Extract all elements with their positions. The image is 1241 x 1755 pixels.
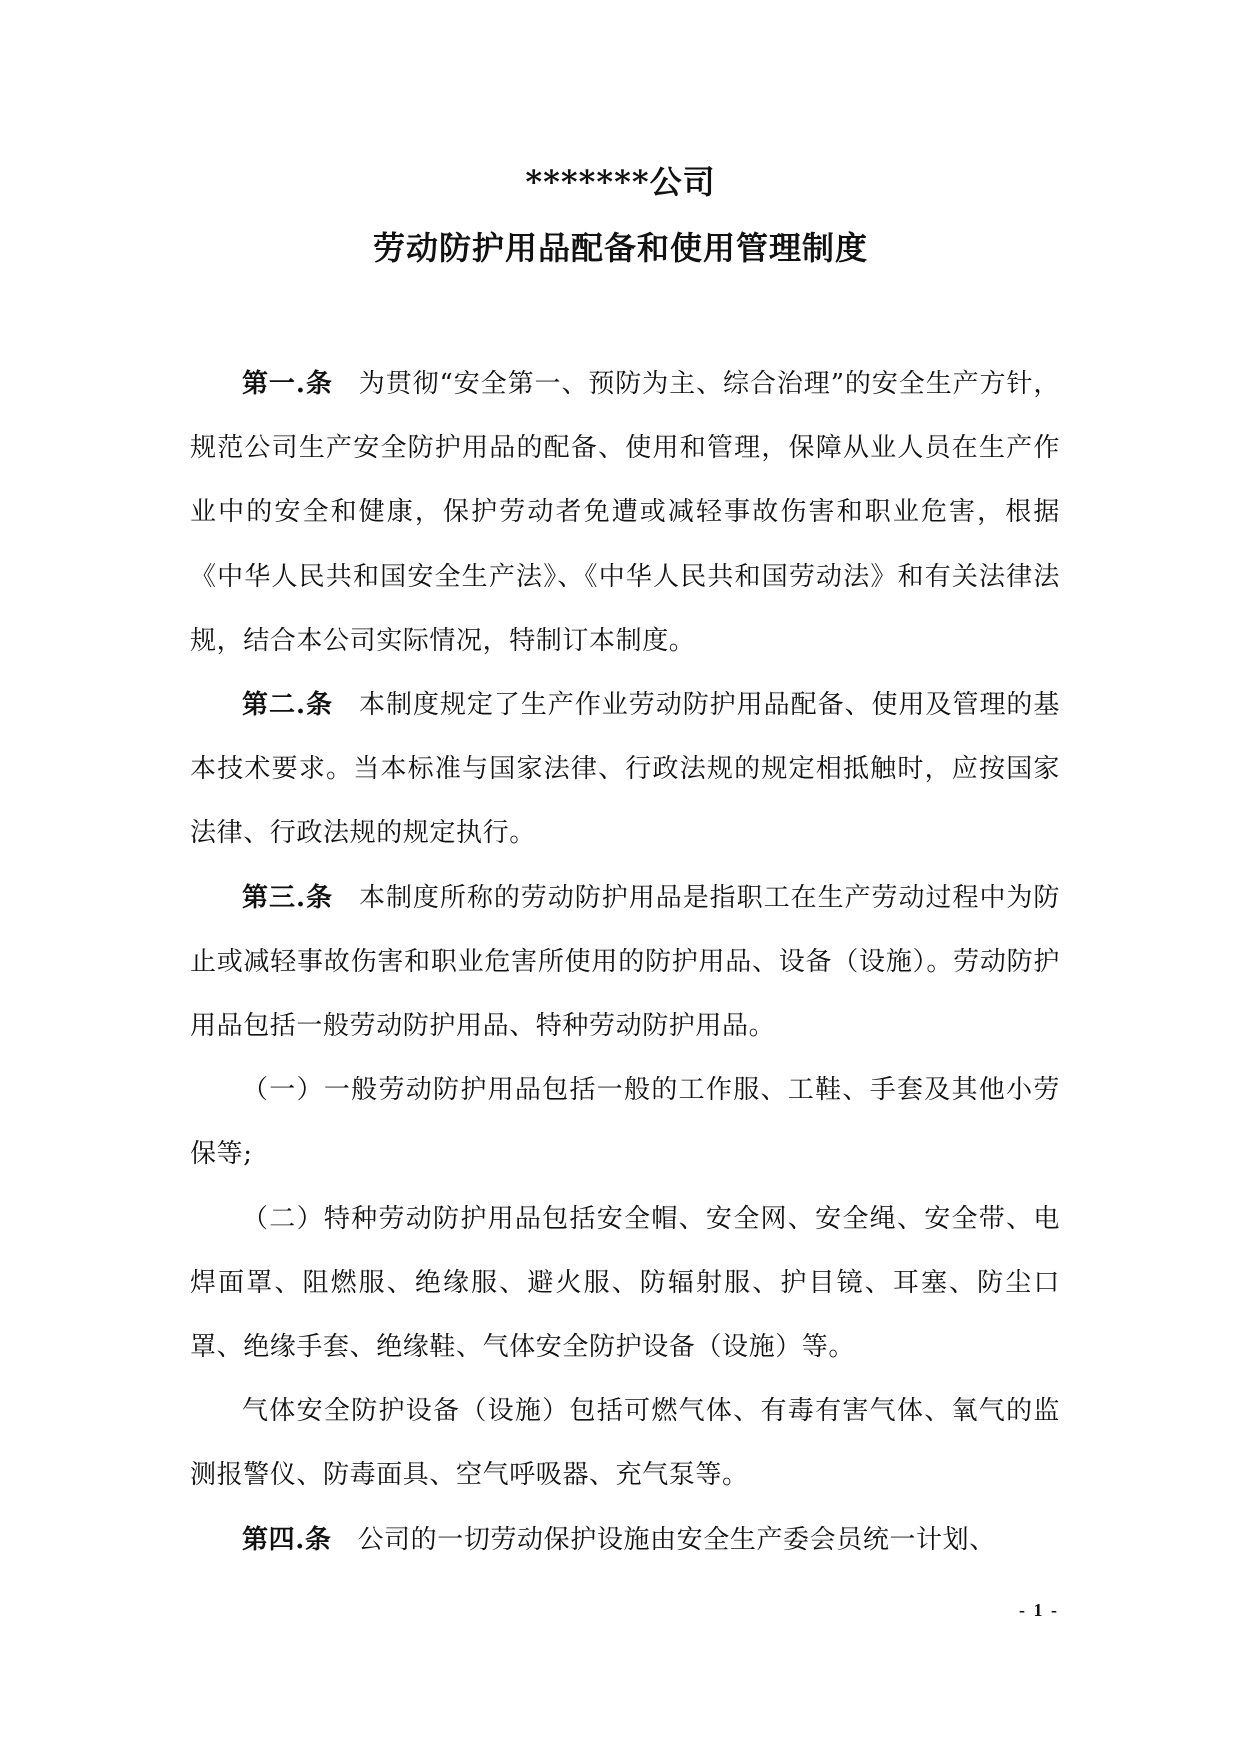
- article-label: 第四.条: [242, 1524, 332, 1555]
- sub-item-text: （二）特种劳动防护用品包括安全帽、安全网、安全绳、安全带、电焊面罩、阻燃服、绝缘服、避火服、防辐射服、护目镜、耳塞、防尘口罩、绝缘手套、绝缘鞋、气体安全防护设备（设施）等。: [190, 1203, 1060, 1363]
- document-body: [190, 352, 1060, 1572]
- company-title: *******公司: [525, 163, 716, 201]
- sub-item-text: （一）一般劳动防护用品包括一般的工作服、工鞋、手套及其他小劳保等;: [190, 1075, 1060, 1170]
- article-text: 为贯彻“安全第一、预防为主、综合治理”的安全生产方针，规范公司生产安全防护用品的配备、使用和管理，保障从业人员在生产作业中的安全和健康，保护劳动者免遭或减轻事故伤害和职业危害，根据《中华人民共和国安全生产法》、《中华人民共和国劳动法》和有关法律法规，结合本公司实际情况，特制订本制度。: [190, 369, 1061, 656]
- page-number: - 1 -: [1019, 1600, 1059, 1620]
- article-2: [190, 673, 1060, 866]
- article-label: 第三.条: [242, 882, 333, 913]
- article-3: [190, 866, 1060, 1059]
- article-4: [190, 1508, 1060, 1572]
- document-title: 劳动防护用品配备和使用管理制度: [372, 229, 868, 267]
- paragraph-text: 气体安全防护设备（设施）包括可燃气体、有毒有害气体、氧气的监测报警仪、防毒面具、空气呼吸器、充气泵等。: [190, 1396, 1060, 1491]
- article-text: 公司的一切劳动保护设施由安全生产委会员统一计划、: [357, 1524, 996, 1555]
- article-text: 本制度所称的劳动防护用品是指职工在生产劳动过程中为防止或减轻事故伤害和职业危害所使用的防护用品、设备（设施）。劳动防护用品包括一般劳动防护用品、特种劳动防护用品。: [190, 882, 1060, 1042]
- article-label: 第二.条: [242, 690, 333, 721]
- gas-equipment-paragraph: [190, 1379, 1060, 1507]
- article-1: [190, 352, 1060, 673]
- sub-item-1: [190, 1058, 1060, 1186]
- article-label: 第一.条: [242, 369, 333, 399]
- article-text: 本制度规定了生产作业劳动防护用品配备、使用及管理的基本技术要求。当本标准与国家法律、行政法规的规定相抵触时，应按国家法律、行政法规的规定执行。: [190, 690, 1060, 849]
- sub-item-2: [190, 1187, 1060, 1380]
